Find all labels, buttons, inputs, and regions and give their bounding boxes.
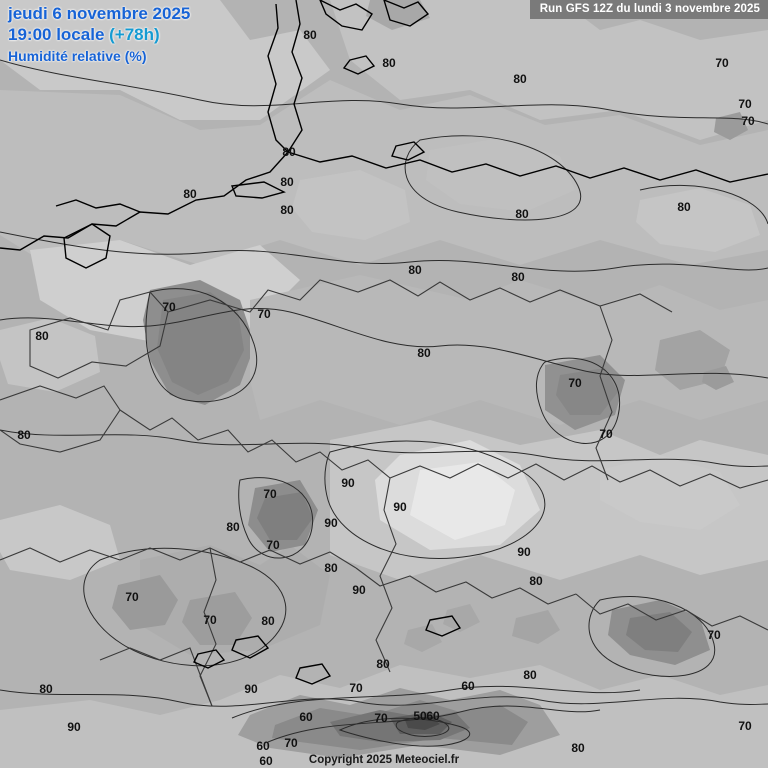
contour-label: 60 xyxy=(299,710,313,724)
contour-label: 90 xyxy=(517,545,531,559)
contour-label: 70 xyxy=(266,538,280,552)
contour-label: 60 xyxy=(256,739,270,753)
contour-label: 70 xyxy=(349,681,363,695)
contour-label: 90 xyxy=(67,720,81,734)
contour-label: 50 xyxy=(413,709,427,723)
contour-label: 80 xyxy=(226,520,240,534)
forecast-time xyxy=(8,25,190,46)
contour-label: 70 xyxy=(741,114,755,128)
contour-label: 80 xyxy=(511,270,525,284)
contour-label: 80 xyxy=(529,574,543,588)
contour-label: 90 xyxy=(324,516,338,530)
contour-label: 70 xyxy=(374,711,388,725)
contour-label: 80 xyxy=(280,203,294,217)
contour-label: 80 xyxy=(513,72,527,86)
contour-label: 90 xyxy=(393,500,407,514)
contour-label: 70 xyxy=(284,736,298,750)
contour-label: 60 xyxy=(461,679,475,693)
contour-label: 80 xyxy=(417,346,431,360)
contour-label: 80 xyxy=(324,561,338,575)
map-header xyxy=(0,0,198,72)
contour-label: 60 xyxy=(426,709,440,723)
contour-label: 70 xyxy=(257,307,271,321)
contour-label: 80 xyxy=(35,329,49,343)
contour-label: 80 xyxy=(376,657,390,671)
contour-label: 80 xyxy=(408,263,422,277)
contour-label: 80 xyxy=(282,145,296,159)
contour-label: 80 xyxy=(17,428,31,442)
contour-label: 70 xyxy=(738,97,752,111)
contour-label: 90 xyxy=(352,583,366,597)
contour-label: 80 xyxy=(515,207,529,221)
contour-label: 70 xyxy=(715,56,729,70)
contour-label: 70 xyxy=(203,613,217,627)
contour-label: 60 xyxy=(259,754,273,768)
contour-label: 70 xyxy=(599,427,613,441)
contour-label: 70 xyxy=(568,376,582,390)
model-run-banner: Run GFS 12Z du lundi 3 novembre 2025 xyxy=(530,0,768,19)
forecast-offset: (+78h) xyxy=(109,24,160,44)
contour-label: 80 xyxy=(39,682,53,696)
contour-label: 70 xyxy=(738,719,752,733)
contour-label: 80 xyxy=(571,741,585,755)
contour-label: 80 xyxy=(183,187,197,201)
contour-label: 80 xyxy=(261,614,275,628)
forecast-date: jeudi 6 novembre 2025 xyxy=(8,4,191,23)
contour-label: 70 xyxy=(263,487,277,501)
contour-label: 80 xyxy=(523,668,537,682)
contour-label: 90 xyxy=(244,682,258,696)
contour-label: 70 xyxy=(162,300,176,314)
contour-label: 80 xyxy=(280,175,294,189)
contour-label: 80 xyxy=(303,28,317,42)
contour-label: 70 xyxy=(125,590,139,604)
copyright-notice: Copyright 2025 Meteociel.fr xyxy=(308,754,460,766)
contour-label: 70 xyxy=(707,628,721,642)
parameter-label: Humidité relative (%) xyxy=(8,48,147,65)
contour-label: 80 xyxy=(677,200,691,214)
contour-label: 80 xyxy=(382,56,396,70)
contour-label: 90 xyxy=(341,476,355,490)
forecast-time-text: 19:00 locale xyxy=(8,24,105,44)
